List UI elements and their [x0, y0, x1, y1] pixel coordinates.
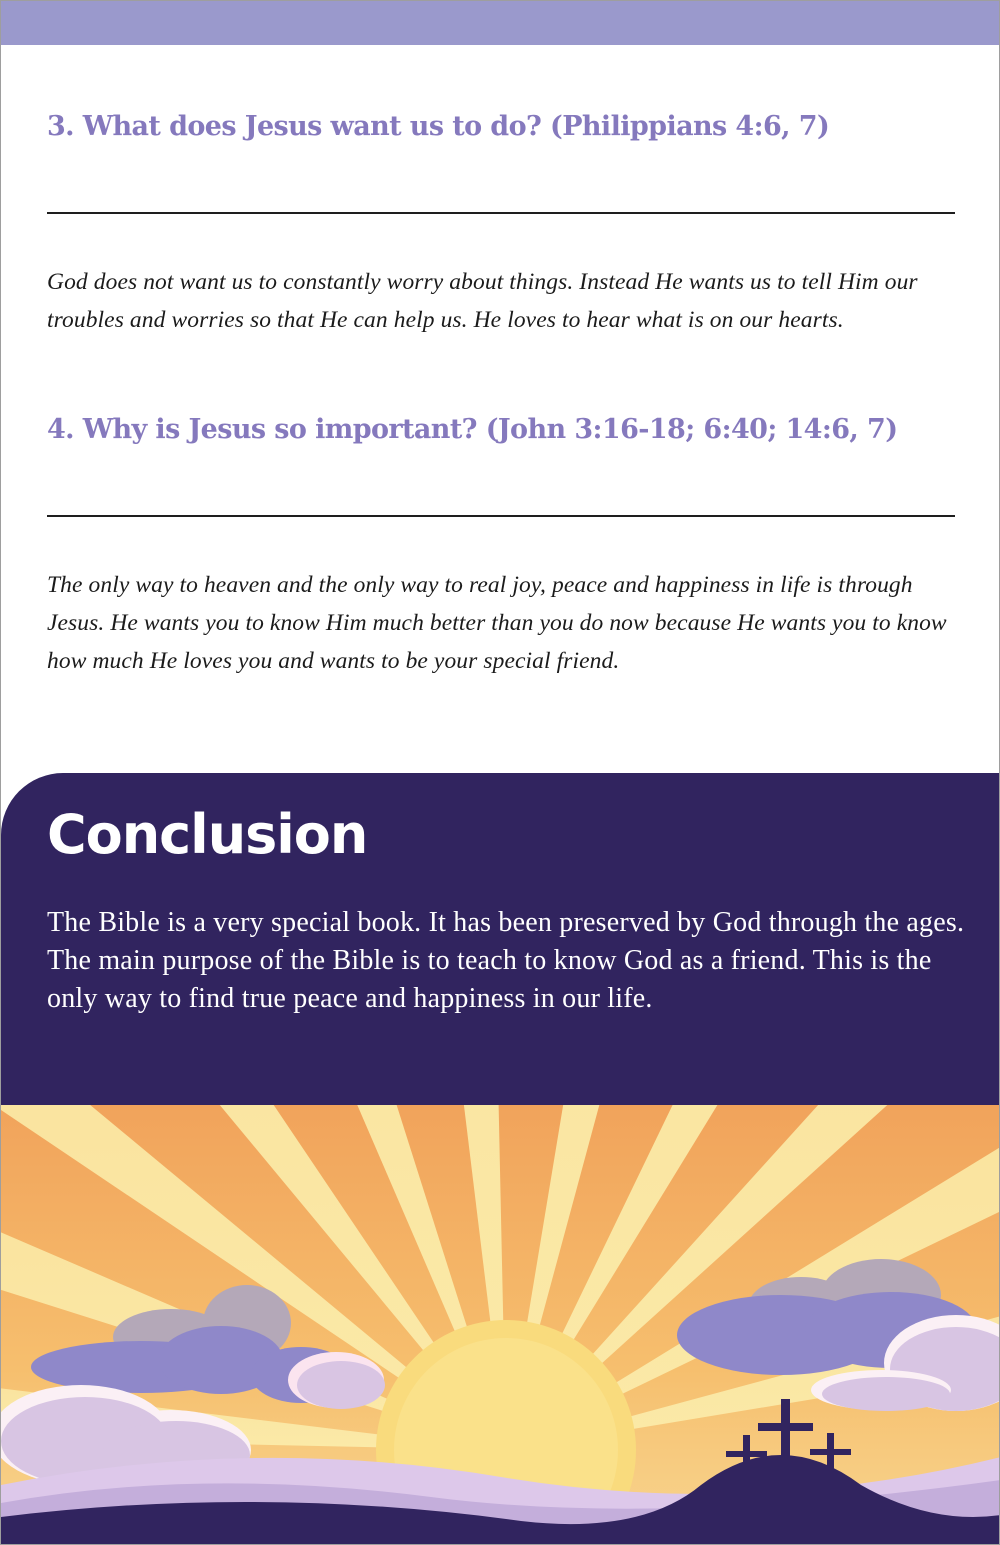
answer-line-3[interactable] [47, 212, 955, 214]
sunrise-illustration [1, 1105, 1000, 1545]
answer-line-4[interactable] [47, 515, 955, 517]
top-bar [1, 1, 999, 45]
conclusion-title: Conclusion [47, 803, 368, 866]
conclusion-panel [1, 773, 999, 1113]
question-3-answer: God does not want us to constantly worry about things. Instead He wants us to tell Him our troubles and worries so that He can help us. He loves to hear what is on our hearts. [47, 269, 918, 333]
conclusion-text: The Bible is a very special book. It has been preserved by God through the ages. The main purpose of the Bible is to teach to know God as a friend. This is the only way to find true peace and happiness in our life. [47, 907, 965, 1014]
question-4-answer: The only way to heaven and the only way to real joy, peace and happiness in life is through Jesus. He wants you to know Him much better than you do now because He wants you to know how much He loves you and wants to be your special friend. [47, 572, 947, 674]
question-3-heading: 3. What does Jesus want us to do? (Philippians 4:6, 7) [47, 111, 830, 142]
question-4-heading: 4. Why is Jesus so important? (John 3:16-18; 6:40; 14:6, 7) [47, 414, 898, 445]
